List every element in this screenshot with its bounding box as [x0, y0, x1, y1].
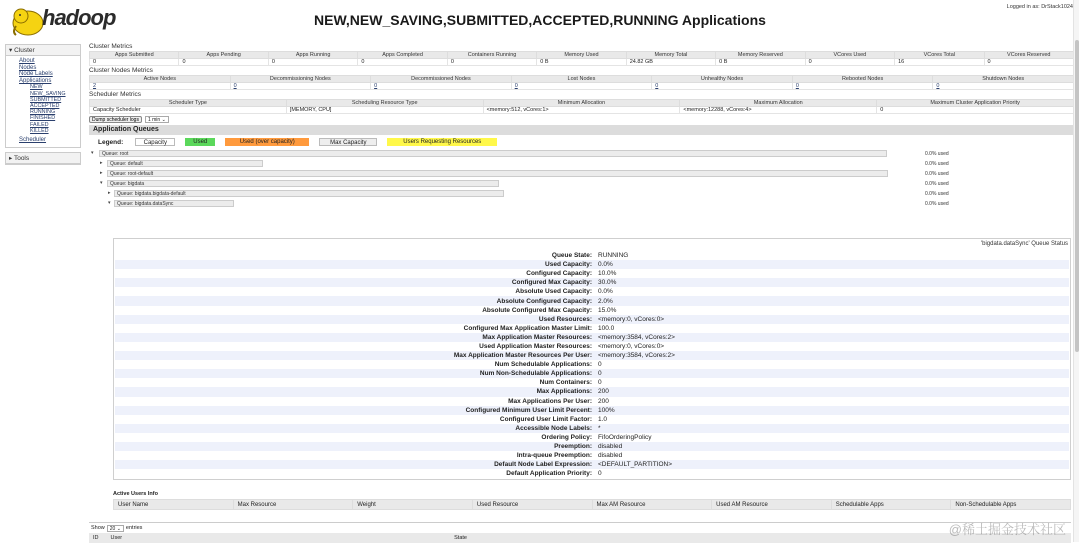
status-key: Default Application Priority:	[506, 470, 592, 478]
col-shutdown-nodes: Shutdown Nodes	[933, 76, 1074, 83]
logged-in-label: Logged in as: DrStack1024	[1006, 4, 1073, 10]
col-apps-running: Apps Running	[268, 52, 357, 59]
header	[0, 0, 1080, 42]
table-cell: <memory:12288, vCores:4>	[680, 107, 877, 114]
queue-status-row	[115, 260, 1069, 269]
expand-icon[interactable]: ▸	[100, 170, 103, 176]
queue-status-row	[115, 415, 1069, 424]
queue-used-pct: 0.0% used	[925, 171, 949, 177]
col-decommissioning-nodes: Decommissioning Nodes	[230, 76, 371, 83]
col-non-schedulable-apps[interactable]: Non-Schedulable Apps	[951, 500, 1071, 510]
select-value: 20	[109, 525, 116, 532]
status-value: *	[598, 424, 601, 432]
status-value: 0	[598, 370, 602, 378]
queue-status-row	[115, 433, 1069, 442]
cluster-metrics-table	[89, 51, 1074, 66]
queue-status-panel	[113, 238, 1071, 480]
queue-status-title: 'bigdata.dataSync' Queue Status	[980, 241, 1068, 247]
status-value: 0.0%	[598, 288, 613, 296]
status-value: 100%	[598, 406, 615, 414]
status-value: 200	[598, 388, 609, 396]
col-schedulable-apps[interactable]: Schedulable Apps	[831, 500, 951, 510]
status-key: Configured Minimum User Limit Percent:	[465, 406, 592, 414]
status-key: Used Application Master Resources:	[479, 342, 592, 350]
link-text: 0	[233, 83, 237, 89]
table-cell: 0	[447, 59, 536, 66]
table-cell: 0 B	[716, 59, 805, 66]
legend-used: Used	[185, 138, 215, 146]
queue-status-row	[115, 397, 1069, 406]
queue-status-row	[115, 451, 1069, 460]
queue-status-row	[115, 469, 1069, 478]
legend-capacity: Capacity	[135, 138, 175, 146]
status-value: 0	[598, 470, 602, 478]
col-vcores-reserved: VCores Reserved	[984, 52, 1073, 59]
nav-state-new-saving[interactable]: NEW_SAVING	[30, 90, 66, 97]
col-user-name[interactable]: User Name	[114, 500, 234, 510]
nav-state-new[interactable]: NEW	[30, 84, 43, 91]
queue-status-row	[115, 406, 1069, 415]
legend	[89, 135, 1074, 149]
tools-nav-header[interactable]: ▸ Tools	[6, 153, 80, 164]
status-key: Absolute Used Capacity:	[515, 288, 592, 296]
col-vcores-used: VCores Used	[805, 52, 894, 59]
entries-count-select[interactable]: 20 ⌄	[107, 525, 124, 532]
status-value: <memory:0, vCores:0>	[598, 342, 665, 350]
table-cell: <memory:512, vCores:1>	[483, 107, 680, 114]
status-key: Ordering Policy:	[541, 433, 592, 441]
col-used-resource[interactable]: Used Resource	[472, 500, 592, 510]
queue-status-row	[115, 278, 1069, 287]
status-value: 10.0%	[598, 270, 617, 278]
status-value: 200	[598, 397, 609, 405]
status-value: 0	[598, 361, 602, 369]
rebooted-nodes-link[interactable]	[792, 83, 933, 90]
col-apps-submitted: Apps Submitted	[90, 52, 179, 59]
col-lost-nodes: Lost Nodes	[511, 76, 652, 83]
table-cell: Capacity Scheduler	[90, 107, 287, 114]
decommissioned-nodes-link[interactable]	[371, 83, 512, 90]
col-maximum-allocation: Maximum Allocation	[680, 100, 877, 107]
col-minimum-allocation: Minimum Allocation	[483, 100, 680, 107]
nav-node-labels[interactable]: Node Labels	[19, 71, 53, 78]
status-key: Accessible Node Labels:	[515, 424, 592, 432]
collapse-icon[interactable]: ▾	[108, 200, 111, 206]
queue-used-pct: 0.0% used	[925, 181, 949, 187]
col-scheduling-resource-type: Scheduling Resource Type	[286, 100, 483, 107]
unhealthy-nodes-link[interactable]	[652, 83, 793, 90]
expand-icon[interactable]: ▸	[108, 190, 111, 196]
status-key: Used Capacity:	[545, 261, 592, 269]
active-users-title: Active Users Info	[113, 491, 158, 497]
col-user[interactable]: User	[110, 535, 123, 541]
node-metrics-table	[89, 75, 1074, 90]
status-value: 15.0%	[598, 306, 617, 314]
active-users-table	[113, 499, 1071, 510]
col-memory-reserved: Memory Reserved	[716, 52, 805, 59]
table-cell: 0 B	[537, 59, 626, 66]
page-scrollbar[interactable]	[1073, 0, 1079, 542]
tools-nav	[5, 152, 81, 165]
col-max-resource[interactable]: Max Resource	[233, 500, 353, 510]
status-key: Configured Max Capacity:	[511, 279, 592, 287]
status-key: Max Applications Per User:	[508, 397, 592, 405]
status-key: Max Application Master Resources Per User:	[453, 352, 592, 360]
active-users-section	[113, 491, 1071, 510]
link-text: 0	[655, 83, 659, 89]
sidebar	[5, 44, 81, 169]
status-key: Absolute Configured Max Capacity:	[482, 306, 592, 314]
status-key: Configured User Limit Factor:	[499, 415, 592, 423]
table-cell: 24.82 GB	[626, 59, 715, 66]
chevron-down-icon: ⌄	[161, 117, 166, 123]
queue-status-row	[115, 460, 1069, 469]
status-key: Max Application Master Resources:	[482, 333, 592, 341]
link-text: 0	[374, 83, 378, 89]
nav-state-running[interactable]: RUNNING	[30, 109, 56, 116]
status-value: RUNNING	[598, 252, 629, 260]
lost-nodes-link[interactable]	[511, 83, 652, 90]
status-value: 2.0%	[598, 297, 613, 305]
col-max-am-resource[interactable]: Max AM Resource	[592, 500, 712, 510]
queue-status-row	[115, 424, 1069, 433]
status-value: 0.0%	[598, 261, 613, 269]
col-apps-pending: Apps Pending	[179, 52, 268, 59]
cluster-nav-header[interactable]: ▾ Cluster	[6, 45, 80, 56]
status-key: Configured Capacity:	[526, 270, 592, 278]
status-value: disabled	[598, 443, 623, 451]
status-key: Num Non-Schedulable Applications:	[479, 370, 592, 378]
table-cell: 0	[268, 59, 357, 66]
select-value: 1 min	[147, 117, 161, 123]
queue-status-row	[115, 342, 1069, 351]
queue-label: Queue: bigdata.dataSync	[117, 201, 174, 207]
scrollbar-thumb[interactable]	[1075, 40, 1079, 352]
table-cell: 0	[90, 59, 179, 66]
expand-icon[interactable]: ▸	[100, 160, 103, 166]
nav-nodes[interactable]: Nodes	[19, 64, 37, 71]
status-value: 0	[598, 379, 602, 387]
col-id[interactable]: ID	[93, 535, 99, 541]
status-value: <memory:3584, vCores:2>	[598, 352, 675, 360]
app-state-links	[19, 84, 80, 134]
legend-max-capacity: Max Capacity	[319, 138, 377, 146]
dump-logs-row	[89, 115, 1074, 124]
status-key: Num Schedulable Applications:	[494, 361, 592, 369]
cluster-label: Cluster	[14, 47, 35, 54]
queue-bar-default[interactable]	[107, 160, 263, 167]
status-value: 30.0%	[598, 279, 617, 287]
nav-state-failed[interactable]: FAILED	[30, 121, 49, 128]
status-key: Num Containers:	[539, 379, 592, 387]
queue-used-pct: 0.0% used	[925, 201, 949, 207]
queue-label: Queue: root-default	[110, 171, 154, 177]
col-max-app-priority: Maximum Cluster Application Priority	[877, 100, 1074, 107]
queue-status-row	[115, 251, 1069, 260]
status-value: <memory:3584, vCores:2>	[598, 333, 675, 341]
queue-bar-root-default[interactable]	[107, 170, 888, 177]
legend-label: Legend:	[98, 138, 124, 146]
col-unhealthy-nodes: Unhealthy Nodes	[652, 76, 793, 83]
queue-tree	[89, 149, 1074, 209]
watermark-text: @稀土掘金技术社区	[948, 522, 1066, 537]
node-metrics-title: Cluster Nodes Metrics	[89, 67, 153, 74]
nav-applications[interactable]: Applications	[19, 77, 52, 84]
status-value: disabled	[598, 452, 623, 460]
applications-section	[89, 522, 1071, 542]
scheduler-metrics-title: Scheduler Metrics	[89, 91, 142, 98]
table-cell: 16	[895, 59, 984, 66]
status-key: Max Applications:	[536, 388, 592, 396]
dump-duration-select[interactable]	[145, 116, 169, 123]
queue-status-row	[115, 306, 1069, 315]
col-apps-completed: Apps Completed	[358, 52, 447, 59]
col-state[interactable]: State	[454, 535, 467, 541]
queue-used-pct: 0.0% used	[925, 191, 949, 197]
status-key: Configured Max Application Master Limit:	[463, 324, 592, 332]
queue-bar-bigdata-datasync[interactable]	[114, 200, 234, 207]
col-containers-running: Containers Running	[447, 52, 536, 59]
link-text: 0	[514, 83, 518, 89]
dump-scheduler-logs-button[interactable]: Dump scheduler logs	[89, 116, 142, 123]
queue-status-row	[115, 387, 1069, 396]
show-label: Show	[91, 525, 105, 531]
table-cell: 0	[984, 59, 1073, 66]
queue-bar-bigdata[interactable]	[107, 180, 499, 187]
logo-text: hadoop	[42, 5, 116, 30]
table-cell: 0	[805, 59, 894, 66]
queue-used-pct: 0.0% used	[925, 151, 949, 157]
status-key: Default Node Label Expression:	[494, 461, 592, 469]
queue-label: Queue: default	[110, 161, 143, 167]
nav-state-accepted[interactable]: ACCEPTED	[30, 102, 60, 109]
queue-label: Queue: bigdata	[110, 181, 145, 187]
legend-used-over-capacity: Used (over capacity)	[225, 138, 309, 146]
queue-status-row	[115, 324, 1069, 333]
status-value: 1.0	[598, 415, 608, 423]
page-title: NEW,NEW_SAVING,SUBMITTED,ACCEPTED,RUNNING Applications	[314, 12, 766, 28]
entries-label: entries	[125, 525, 143, 531]
application-queues-header: Application Queues	[89, 125, 1074, 135]
col-rebooted-nodes: Rebooted Nodes	[792, 76, 933, 83]
active-nodes-link[interactable]	[90, 83, 231, 90]
col-decommissioned-nodes: Decommissioned Nodes	[371, 76, 512, 83]
col-weight[interactable]: Weight	[353, 500, 473, 510]
nav-state-finished[interactable]: FINISHED	[30, 115, 56, 122]
col-scheduler-type: Scheduler Type	[90, 100, 287, 107]
queue-status-row	[115, 315, 1069, 324]
queue-status-row	[115, 333, 1069, 342]
status-value: 100.0	[598, 324, 615, 332]
status-key: Absolute Configured Capacity:	[496, 297, 592, 305]
collapse-icon[interactable]: ▾	[100, 180, 103, 186]
legend-users-requesting: Users Requesting Resources	[387, 138, 497, 146]
status-key: Queue State:	[551, 252, 592, 260]
queue-label: Queue: bigdata.bigdata-default	[117, 191, 186, 197]
queue-status-row	[115, 378, 1069, 387]
queue-status-row	[115, 442, 1069, 451]
tools-label: Tools	[13, 154, 30, 162]
nav-state-killed[interactable]: KILLED	[30, 127, 49, 134]
col-vcores-total: VCores Total	[895, 52, 984, 59]
status-value: <memory:0, vCores:0>	[598, 315, 665, 323]
col-memory-used: Memory Used	[537, 52, 626, 59]
main-content	[89, 42, 1074, 209]
link-text: 0	[936, 83, 940, 89]
queue-status-row	[115, 287, 1069, 296]
col-memory-total: Memory Total	[626, 52, 715, 59]
queue-status-row	[115, 296, 1069, 305]
link-text: 0	[795, 83, 799, 89]
scheduler-metrics-table	[89, 99, 1074, 114]
table-cell: 0	[877, 107, 1074, 114]
queue-used-pct: 0.0% used	[925, 161, 949, 167]
queue-label: Queue: root	[102, 151, 129, 157]
nav-state-submitted[interactable]: SUBMITTED	[30, 96, 62, 103]
status-key: Preemption:	[554, 443, 592, 451]
nav-scheduler[interactable]: Scheduler	[19, 137, 47, 143]
table-cell: 0	[179, 59, 268, 66]
decommissioning-nodes-link[interactable]	[230, 83, 371, 90]
collapse-icon[interactable]: ▾	[91, 150, 94, 156]
show-entries-row	[89, 523, 1071, 533]
shutdown-nodes-link[interactable]	[933, 83, 1074, 90]
queue-status-row	[115, 369, 1069, 378]
col-used-am-resource[interactable]: Used AM Resource	[712, 500, 832, 510]
table-cell: [MEMORY, CPU]	[286, 107, 483, 114]
queue-bar-root[interactable]	[99, 150, 887, 157]
cluster-metrics-title: Cluster Metrics	[89, 43, 133, 50]
col-active-nodes: Active Nodes	[90, 76, 231, 83]
status-key: Intra-queue Preemption:	[516, 452, 592, 460]
queue-bar-bigdata-default[interactable]	[114, 190, 504, 197]
queue-status-row	[115, 360, 1069, 369]
status-value: FifoOrderingPolicy	[598, 433, 652, 441]
queue-status-row	[115, 351, 1069, 360]
queue-status-row	[115, 269, 1069, 278]
nav-about[interactable]: About	[19, 58, 35, 64]
status-key: Used Resources:	[538, 315, 592, 323]
status-value: <DEFAULT_PARTITION>	[598, 461, 673, 469]
link-text: 2	[93, 83, 97, 89]
queue-status-list	[115, 251, 1069, 478]
cluster-nav	[5, 44, 81, 148]
table-cell: 0	[358, 59, 447, 66]
